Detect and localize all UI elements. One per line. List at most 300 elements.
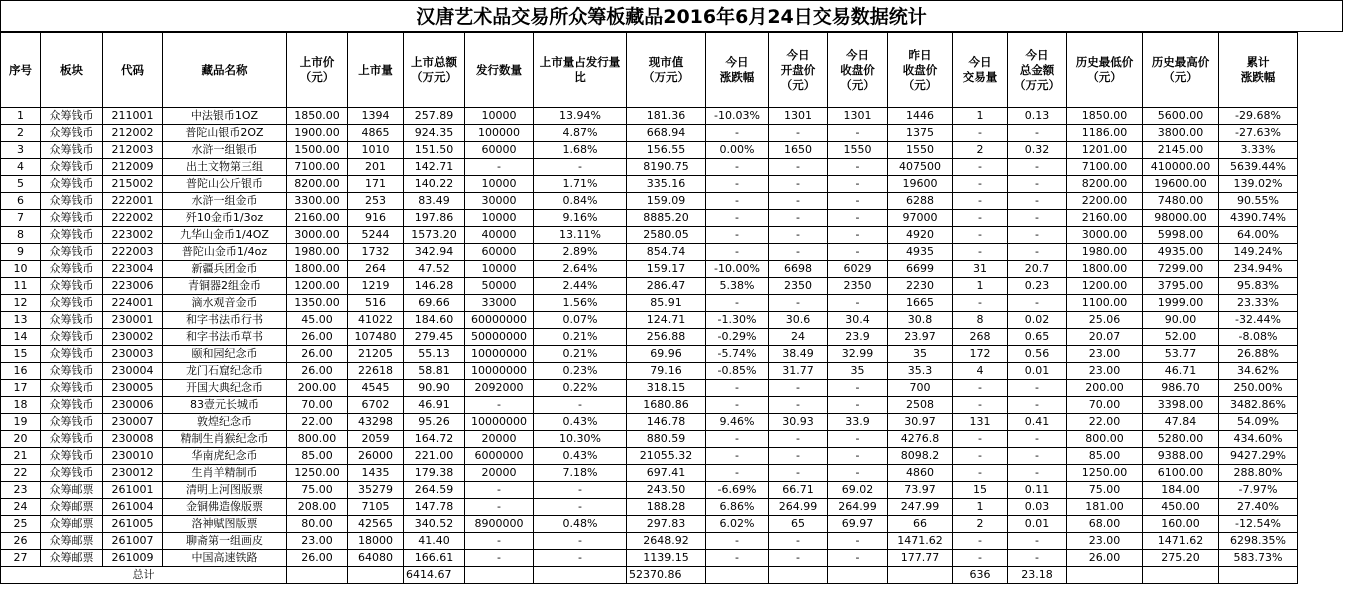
table-cell: 43298 xyxy=(348,414,404,431)
table-cell: - xyxy=(769,159,828,176)
table-cell: 4935 xyxy=(888,244,953,261)
table-cell: 5998.00 xyxy=(1143,227,1219,244)
table-cell: - xyxy=(769,295,828,312)
table-cell: - xyxy=(706,550,769,567)
table-cell: 2230 xyxy=(888,278,953,295)
table-cell: 40000 xyxy=(465,227,534,244)
column-header-line: 现市值 xyxy=(648,55,684,69)
column-header xyxy=(1219,33,1298,108)
table-cell: - xyxy=(828,193,888,210)
table-cell: 众筹钱币 xyxy=(41,244,103,261)
table-cell: 5244 xyxy=(348,227,404,244)
table-cell: 880.59 xyxy=(627,431,706,448)
table-cell: 256.88 xyxy=(627,329,706,346)
table-cell: 69.02 xyxy=(828,482,888,499)
table-cell: 12 xyxy=(1,295,41,312)
column-header-line: 累计 xyxy=(1246,55,1270,69)
table-cell: 1350.00 xyxy=(287,295,348,312)
table-cell: 10000000 xyxy=(465,346,534,363)
table-cell: 中法银币1OZ xyxy=(163,108,287,125)
table-cell: 50000 xyxy=(465,278,534,295)
table-cell: 2350 xyxy=(828,278,888,295)
table-cell: 九华山金币1/4OZ xyxy=(163,227,287,244)
table-cell: 1732 xyxy=(348,244,404,261)
table-cell: 16 xyxy=(1,363,41,380)
table-cell: - xyxy=(769,380,828,397)
table-cell: 31.77 xyxy=(769,363,828,380)
table-cell: 3.33% xyxy=(1219,142,1298,159)
table-row xyxy=(1,533,1298,550)
table-cell: - xyxy=(769,210,828,227)
table-cell: 23.9 xyxy=(828,329,888,346)
table-footer xyxy=(1,567,1298,584)
table-cell: 221.00 xyxy=(404,448,465,465)
table-cell: 21 xyxy=(1,448,41,465)
table-cell: 3795.00 xyxy=(1143,278,1219,295)
column-header-line: 开盘价 xyxy=(780,62,816,77)
table-cell: - xyxy=(706,448,769,465)
table-cell: - xyxy=(953,431,1008,448)
table-cell: 1800.00 xyxy=(287,261,348,278)
table-cell: 出土文物第三组 xyxy=(163,159,287,176)
table-cell: 60000000 xyxy=(465,312,534,329)
table-cell: 众筹钱币 xyxy=(41,176,103,193)
table-cell: - xyxy=(706,210,769,227)
table-cell: - xyxy=(534,499,627,516)
table-cell: - xyxy=(706,125,769,142)
table-cell: 10000000 xyxy=(465,414,534,431)
table-cell: 75.00 xyxy=(1067,482,1143,499)
table-cell: 64.00% xyxy=(1219,227,1298,244)
table-cell: 1301 xyxy=(769,108,828,125)
table-cell: 212002 xyxy=(103,125,163,142)
table-cell: 0.00% xyxy=(706,142,769,159)
table-cell: 275.20 xyxy=(1143,550,1219,567)
table-cell: 0.07% xyxy=(534,312,627,329)
table-cell: 53.77 xyxy=(1143,346,1219,363)
table-cell: 85.91 xyxy=(627,295,706,312)
table-cell: 66 xyxy=(888,516,953,533)
table-cell: 261007 xyxy=(103,533,163,550)
table-cell: - xyxy=(953,227,1008,244)
table-cell: - xyxy=(769,397,828,414)
table-cell: 916 xyxy=(348,210,404,227)
table-cell: - xyxy=(828,295,888,312)
table-cell: -8.08% xyxy=(1219,329,1298,346)
table-cell: 9 xyxy=(1,244,41,261)
table-row xyxy=(1,550,1298,567)
table-cell: 26000 xyxy=(348,448,404,465)
table-cell: 众筹钱币 xyxy=(41,312,103,329)
table-cell: 697.41 xyxy=(627,465,706,482)
table-cell: 众筹钱币 xyxy=(41,159,103,176)
table-cell: 223006 xyxy=(103,278,163,295)
total-row xyxy=(1,567,1298,584)
table-cell: 230006 xyxy=(103,397,163,414)
table-cell: - xyxy=(465,550,534,567)
table-cell: 50000000 xyxy=(465,329,534,346)
table-cell: 6702 xyxy=(348,397,404,414)
table-cell: 8 xyxy=(1,227,41,244)
table-cell: - xyxy=(1008,397,1067,414)
column-header xyxy=(828,33,888,108)
table-cell: - xyxy=(828,227,888,244)
table-cell: 6.02% xyxy=(706,516,769,533)
table-cell: 2092000 xyxy=(465,380,534,397)
table-cell: 124.71 xyxy=(627,312,706,329)
table-cell: 1850.00 xyxy=(1067,108,1143,125)
table-cell: 清明上河图版票 xyxy=(163,482,287,499)
table-cell: 23.00 xyxy=(1067,346,1143,363)
table-header xyxy=(1,33,1298,108)
column-header xyxy=(627,33,706,108)
table-cell: 30.97 xyxy=(888,414,953,431)
table-cell: 26 xyxy=(1,533,41,550)
table-cell: - xyxy=(1008,380,1067,397)
table-cell: 224001 xyxy=(103,295,163,312)
table-cell: 26.00 xyxy=(287,346,348,363)
table-cell: - xyxy=(1008,210,1067,227)
table-cell: 90.55% xyxy=(1219,193,1298,210)
table-cell: 140.22 xyxy=(404,176,465,193)
table-row xyxy=(1,261,1298,278)
table-cell: - xyxy=(828,550,888,567)
table-cell: 1394 xyxy=(348,108,404,125)
table-cell: 1650 xyxy=(769,142,828,159)
table-cell: 279.45 xyxy=(404,329,465,346)
table-cell: 264 xyxy=(348,261,404,278)
table-cell: 15 xyxy=(1,346,41,363)
column-header xyxy=(348,33,404,108)
table-cell: 30000 xyxy=(465,193,534,210)
table-cell: 3 xyxy=(1,142,41,159)
table-cell: 223002 xyxy=(103,227,163,244)
table-cell: 75.00 xyxy=(287,482,348,499)
column-header-line: 历史最低价 xyxy=(1075,55,1134,69)
table-cell: 35279 xyxy=(348,482,404,499)
table-cell: - xyxy=(769,176,828,193)
column-header-line: 涨跌幅 xyxy=(1240,70,1276,84)
table-cell: 众筹钱币 xyxy=(41,380,103,397)
table-cell: 1665 xyxy=(888,295,953,312)
table-cell: 1550 xyxy=(828,142,888,159)
table-cell: 1 xyxy=(953,278,1008,295)
column-header xyxy=(1008,33,1067,108)
table-cell: 0.23% xyxy=(534,363,627,380)
table-cell: 22.00 xyxy=(1067,414,1143,431)
table-cell: 201 xyxy=(348,159,404,176)
table-cell: 众筹钱币 xyxy=(41,210,103,227)
table-cell: 1980.00 xyxy=(1067,244,1143,261)
table-cell: 6288 xyxy=(888,193,953,210)
table-cell: 222001 xyxy=(103,193,163,210)
table-cell: 18 xyxy=(1,397,41,414)
table-cell: - xyxy=(769,533,828,550)
table-cell: 1573.20 xyxy=(404,227,465,244)
table-cell: 众筹钱币 xyxy=(41,448,103,465)
table-cell: -7.97% xyxy=(1219,482,1298,499)
table-cell: 60000 xyxy=(465,244,534,261)
table-cell: 55.13 xyxy=(404,346,465,363)
table-cell: - xyxy=(828,244,888,261)
table-cell: - xyxy=(828,533,888,550)
table-cell: - xyxy=(1008,533,1067,550)
table-cell: - xyxy=(769,550,828,567)
table-cell: - xyxy=(534,397,627,414)
table-row xyxy=(1,346,1298,363)
table-cell: 160.00 xyxy=(1143,516,1219,533)
table-cell: 龙门石窟纪念币 xyxy=(163,363,287,380)
table-cell: - xyxy=(706,397,769,414)
table-cell: 中国高速铁路 xyxy=(163,550,287,567)
table-cell: 0.02 xyxy=(1008,312,1067,329)
table-cell: 35 xyxy=(828,363,888,380)
table-cell: 286.47 xyxy=(627,278,706,295)
column-header xyxy=(103,33,163,108)
column-header-line: 代码 xyxy=(121,62,144,77)
table-body xyxy=(1,108,1298,567)
table-cell: 60000 xyxy=(465,142,534,159)
table-cell: 1980.00 xyxy=(287,244,348,261)
table-cell: 3482.86% xyxy=(1219,397,1298,414)
table-row xyxy=(1,108,1298,125)
table-cell: 1186.00 xyxy=(1067,125,1143,142)
table-cell: 70.00 xyxy=(287,397,348,414)
table-cell: - xyxy=(706,193,769,210)
table-cell: 83.49 xyxy=(404,193,465,210)
table-cell: - xyxy=(828,159,888,176)
table-cell: - xyxy=(706,380,769,397)
table-cell: 2350 xyxy=(769,278,828,295)
column-header-line: （元） xyxy=(840,77,875,92)
table-cell: 众筹钱币 xyxy=(41,125,103,142)
table-cell: - xyxy=(465,499,534,516)
table-cell: 26.00 xyxy=(287,329,348,346)
table-cell: 1200.00 xyxy=(1067,278,1143,295)
table-cell: 3000.00 xyxy=(287,227,348,244)
table-cell: 149.24% xyxy=(1219,244,1298,261)
table-cell: 19600 xyxy=(888,176,953,193)
table-cell: 516 xyxy=(348,295,404,312)
table-cell: 212003 xyxy=(103,142,163,159)
table-cell: - xyxy=(953,210,1008,227)
table-cell: 95.26 xyxy=(404,414,465,431)
table-cell: 27.40% xyxy=(1219,499,1298,516)
table-cell: 众筹钱币 xyxy=(41,261,103,278)
table-row xyxy=(1,159,1298,176)
table-cell: 0.56 xyxy=(1008,346,1067,363)
table-cell: 200.00 xyxy=(1067,380,1143,397)
table-cell: 2059 xyxy=(348,431,404,448)
column-header-line: （元） xyxy=(902,77,938,92)
column-header-line: 上市价 xyxy=(299,55,335,69)
table-cell: - xyxy=(953,125,1008,142)
table-cell: 4865 xyxy=(348,125,404,142)
column-header-line: 今日 xyxy=(725,55,749,69)
table-cell: 33.9 xyxy=(828,414,888,431)
table-cell: - xyxy=(1008,295,1067,312)
table-cell: 23 xyxy=(1,482,41,499)
column-header-line: （万元） xyxy=(643,70,689,84)
table-cell: 230008 xyxy=(103,431,163,448)
total-label: 总计 xyxy=(1,567,287,584)
table-cell: 众筹钱币 xyxy=(41,465,103,482)
column-header-line: 历史最高价 xyxy=(1151,55,1210,69)
table-cell: 1471.62 xyxy=(888,533,953,550)
table-cell: - xyxy=(769,244,828,261)
table-cell: 0.32 xyxy=(1008,142,1067,159)
table-cell: 2160.00 xyxy=(1067,210,1143,227)
table-cell: 1100.00 xyxy=(1067,295,1143,312)
column-header-line: 上市总额 xyxy=(411,55,457,69)
table-cell: 8098.2 xyxy=(888,448,953,465)
table-cell: 1680.86 xyxy=(627,397,706,414)
table-cell: - xyxy=(1008,431,1067,448)
table-cell: - xyxy=(534,482,627,499)
table-cell: 2 xyxy=(953,516,1008,533)
table-cell: 1900.00 xyxy=(287,125,348,142)
table-cell: 230004 xyxy=(103,363,163,380)
table-cell: 79.16 xyxy=(627,363,706,380)
table-row xyxy=(1,295,1298,312)
table-row xyxy=(1,244,1298,261)
table-cell: 4545 xyxy=(348,380,404,397)
column-header-line: （万元） xyxy=(411,70,457,84)
table-cell: - xyxy=(1008,176,1067,193)
table-cell: 80.00 xyxy=(287,516,348,533)
table-cell: 开国大典纪念币 xyxy=(163,380,287,397)
table-cell: 146.28 xyxy=(404,278,465,295)
table-cell: 和字书法币草书 xyxy=(163,329,287,346)
table-cell: 22618 xyxy=(348,363,404,380)
table-cell: 众筹钱币 xyxy=(41,278,103,295)
table-cell: 颐和园纪念币 xyxy=(163,346,287,363)
column-header xyxy=(1067,33,1143,108)
column-header xyxy=(465,33,534,108)
table-cell: 184.60 xyxy=(404,312,465,329)
table-cell: 156.55 xyxy=(627,142,706,159)
table-cell: - xyxy=(1008,227,1067,244)
data-table xyxy=(0,32,1298,584)
table-cell: - xyxy=(1008,550,1067,567)
table-cell: 20.7 xyxy=(1008,261,1067,278)
table-cell: 184.00 xyxy=(1143,482,1219,499)
table-cell: 668.94 xyxy=(627,125,706,142)
table-cell: 1 xyxy=(1,108,41,125)
table-cell: - xyxy=(828,210,888,227)
column-header xyxy=(287,33,348,108)
table-cell: 21205 xyxy=(348,346,404,363)
column-header-line: 今日 xyxy=(846,47,869,62)
table-cell: 24 xyxy=(769,329,828,346)
table-cell: - xyxy=(828,465,888,482)
table-cell: 2 xyxy=(1,125,41,142)
table-row xyxy=(1,227,1298,244)
table-cell: 288.80% xyxy=(1219,465,1298,482)
table-cell: -5.74% xyxy=(706,346,769,363)
table-cell: 众筹钱币 xyxy=(41,142,103,159)
table-cell: 30.4 xyxy=(828,312,888,329)
table-cell: 0.21% xyxy=(534,329,627,346)
table-row xyxy=(1,312,1298,329)
table-cell: 13 xyxy=(1,312,41,329)
column-header-line: 上市量 xyxy=(358,62,393,77)
total-volume: 636 xyxy=(953,567,1008,584)
table-cell: - xyxy=(828,125,888,142)
table-cell: 147.78 xyxy=(404,499,465,516)
table-cell: 171 xyxy=(348,176,404,193)
table-cell: 5 xyxy=(1,176,41,193)
table-cell: 3800.00 xyxy=(1143,125,1219,142)
table-cell: - xyxy=(953,176,1008,193)
table-cell: 10 xyxy=(1,261,41,278)
table-cell: - xyxy=(828,448,888,465)
table-cell: 0.11 xyxy=(1008,482,1067,499)
column-header-line: 收盘价 xyxy=(902,62,938,77)
table-cell: 1 xyxy=(953,499,1008,516)
table-cell: 35 xyxy=(888,346,953,363)
table-cell: 261004 xyxy=(103,499,163,516)
table-cell: 1 xyxy=(953,108,1008,125)
table-cell: - xyxy=(769,227,828,244)
table-cell: 69.97 xyxy=(828,516,888,533)
table-cell: 30.93 xyxy=(769,414,828,431)
table-row xyxy=(1,448,1298,465)
table-cell: 7 xyxy=(1,210,41,227)
table-cell: - xyxy=(1008,244,1067,261)
table-cell: - xyxy=(1008,448,1067,465)
table-cell: 歼10金币1/3oz xyxy=(163,210,287,227)
table-cell: - xyxy=(706,465,769,482)
table-cell: 19 xyxy=(1,414,41,431)
table-cell: 107480 xyxy=(348,329,404,346)
table-cell: 318.15 xyxy=(627,380,706,397)
table-cell: 10000000 xyxy=(465,363,534,380)
table-cell: - xyxy=(1008,159,1067,176)
table-cell: 46.91 xyxy=(404,397,465,414)
table-cell: - xyxy=(465,159,534,176)
table-row xyxy=(1,142,1298,159)
table-cell: 普陀山银币2OZ xyxy=(163,125,287,142)
table-cell: 26.00 xyxy=(1067,550,1143,567)
table-cell: 68.00 xyxy=(1067,516,1143,533)
table-cell: 0.48% xyxy=(534,516,627,533)
table-cell: 25.06 xyxy=(1067,312,1143,329)
table-cell: 264.99 xyxy=(828,499,888,516)
column-header xyxy=(1,33,41,108)
table-cell: 407500 xyxy=(888,159,953,176)
table-cell: 1.71% xyxy=(534,176,627,193)
table-cell: 众筹钱币 xyxy=(41,295,103,312)
table-cell: - xyxy=(1008,125,1067,142)
table-cell: 340.52 xyxy=(404,516,465,533)
table-row xyxy=(1,499,1298,516)
table-cell: 众筹邮票 xyxy=(41,550,103,567)
table-cell: 434.60% xyxy=(1219,431,1298,448)
table-cell: 13.94% xyxy=(534,108,627,125)
table-cell: 8 xyxy=(953,312,1008,329)
table-cell: 181.00 xyxy=(1067,499,1143,516)
table-cell: 58.81 xyxy=(404,363,465,380)
table-cell: 1250.00 xyxy=(287,465,348,482)
table-cell: 众筹钱币 xyxy=(41,414,103,431)
table-cell: 6699 xyxy=(888,261,953,278)
table-cell: 1550 xyxy=(888,142,953,159)
table-cell: 95.83% xyxy=(1219,278,1298,295)
table-cell: 151.50 xyxy=(404,142,465,159)
table-cell: 223004 xyxy=(103,261,163,278)
total-market-value: 52370.86 xyxy=(627,567,706,584)
